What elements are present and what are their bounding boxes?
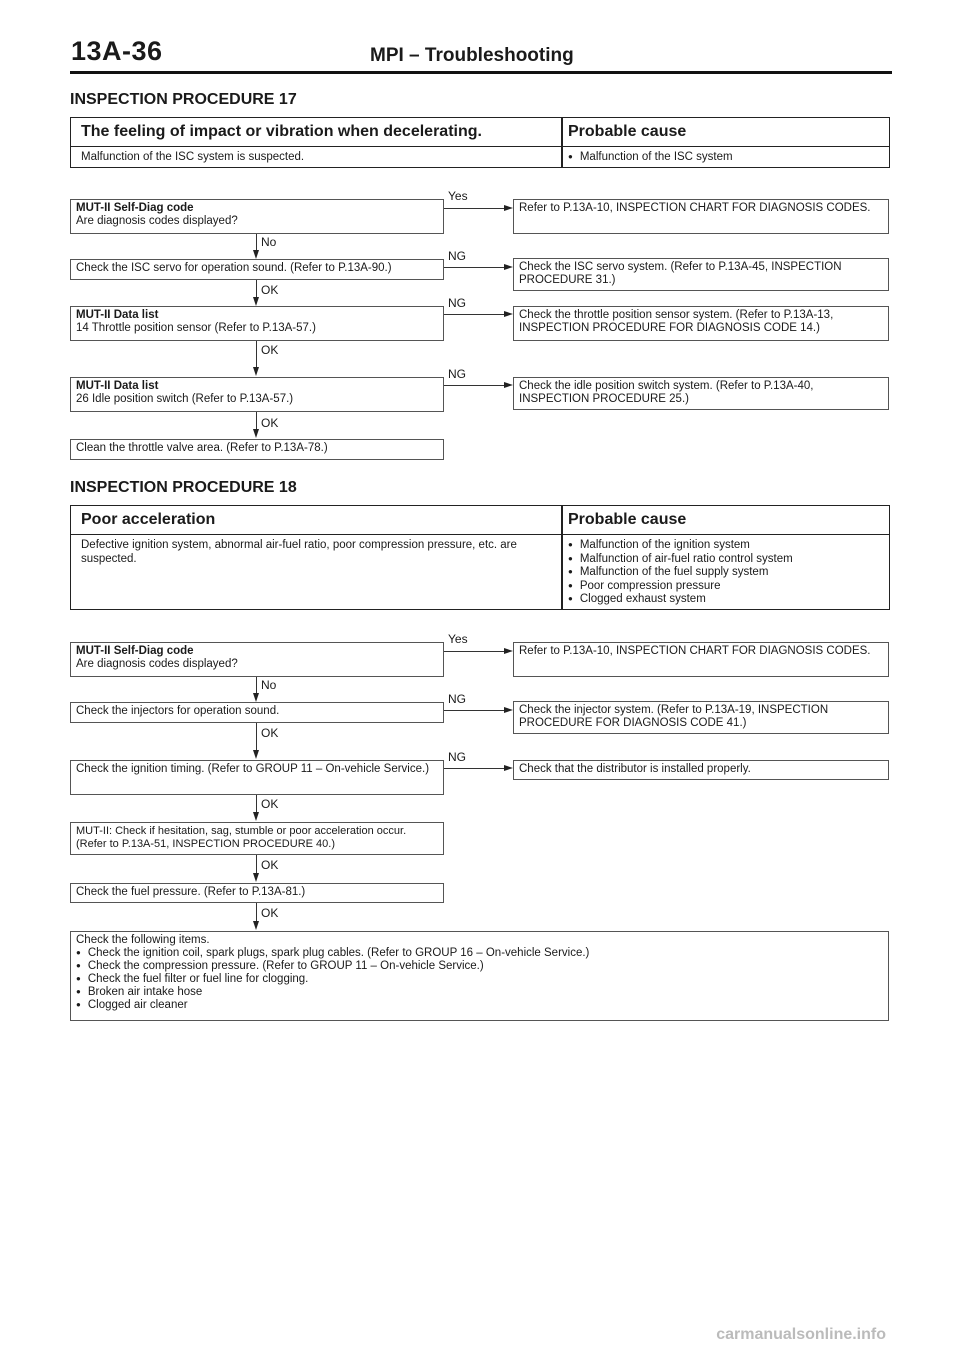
final-intro: Check the following items. (76, 934, 210, 946)
down-arrow-icon (253, 750, 259, 759)
p17-result-isc-servo: Check the ISC servo system. (Refer to P.13A-45, INSPECTION PROCEDURE 31.) (513, 258, 889, 291)
step-text: 14 Throttle position sensor (Refer to P.13A-57.) (76, 322, 316, 334)
down-arrow-icon (253, 873, 259, 882)
final-check-item: ● Clogged air cleaner (76, 999, 883, 1012)
down-arrow-icon (253, 429, 259, 438)
p17-step-isc-servo: Check the ISC servo for operation sound. (Refer to P.13A-90.) (70, 259, 444, 280)
p18-step-ignition-timing: Check the ignition timing. (Refer to GROUP 11 – On-vehicle Service.) (70, 760, 444, 795)
symptom-description: Malfunction of the ISC system is suspected. (81, 151, 305, 163)
flow-connector (256, 412, 257, 429)
cause-list (568, 151, 733, 165)
probable-cause-heading: Probable cause (568, 123, 687, 140)
flow-connector (256, 795, 257, 812)
cause-item: ● Poor compression pressure (568, 580, 793, 594)
branch-connector (444, 385, 504, 386)
cause-item: ● Malfunction of the fuel supply system (568, 566, 793, 580)
branch-label: NG (448, 367, 466, 381)
next-label: No (261, 678, 277, 692)
flow-connector (256, 677, 257, 693)
step-title: MUT-II Self-Diag code (76, 645, 194, 657)
flow-connector (256, 280, 257, 297)
p17-step-throttle-sensor (70, 306, 444, 341)
cause-item: ● Malfunction of air-fuel ratio control system (568, 553, 793, 567)
step-text: Are diagnosis codes displayed? (76, 658, 238, 670)
flow-connector (256, 341, 257, 367)
next-label: OK (261, 797, 279, 811)
flow-connector (256, 234, 257, 250)
down-arrow-icon (253, 367, 259, 376)
final-check-item: ● Check the compression pressure. (Refer to GROUP 11 – On-vehicle Service.) (76, 960, 883, 973)
right-arrow-icon (504, 382, 513, 388)
step-title: MUT-II Data list (76, 380, 159, 392)
summary-header-row (71, 506, 889, 535)
down-arrow-icon (253, 693, 259, 702)
next-label: OK (261, 343, 279, 357)
next-label: OK (261, 906, 279, 920)
branch-label: NG (448, 692, 466, 706)
right-arrow-icon (504, 648, 513, 654)
next-label: OK (261, 283, 279, 297)
down-arrow-icon (253, 250, 259, 259)
cause-item: ● Malfunction of the ignition system (568, 539, 793, 553)
p17-step-idle-switch (70, 377, 444, 412)
step-title: MUT-II Data list (76, 309, 159, 321)
right-arrow-icon (504, 311, 513, 317)
symptom-description: Defective ignition system, abnormal air-fuel ratio, poor compression pressure, etc. are suspected. (81, 539, 517, 565)
branch-connector (444, 651, 504, 652)
p17-step-clean-throttle: Clean the throttle valve area. (Refer to P.13A-78.) (70, 439, 444, 460)
branch-label: NG (448, 750, 466, 764)
step-title: MUT-II Self-Diag code (76, 202, 194, 214)
step-text: 26 Idle position switch (Refer to P.13A-57.) (76, 393, 294, 405)
procedure-18-heading: INSPECTION PROCEDURE 18 (70, 479, 297, 496)
branch-connector (444, 314, 504, 315)
right-arrow-icon (504, 707, 513, 713)
branch-label: NG (448, 296, 466, 310)
procedure-17-heading: INSPECTION PROCEDURE 17 (70, 91, 297, 108)
right-arrow-icon (504, 264, 513, 270)
flow-connector (256, 855, 257, 873)
final-check-item: ● Check the fuel filter or fuel line for clogging. (76, 973, 883, 986)
step-text: Are diagnosis codes displayed? (76, 215, 238, 227)
p17-result-throttle-sensor: Check the throttle position sensor system. (Refer to P.13A-13, INSPECTION PROCEDURE FOR DIAGNOSIS CODE 14.) (513, 306, 889, 341)
branch-connector (444, 710, 504, 711)
column-divider (561, 506, 563, 609)
branch-label: NG (448, 249, 466, 263)
watermark: carmanualsonline.info (716, 1326, 886, 1343)
p18-step-injectors: Check the injectors for operation sound. (70, 702, 444, 723)
next-label: OK (261, 726, 279, 740)
next-label: OK (261, 416, 279, 430)
p17-step-self-diag (70, 199, 444, 234)
column-divider (561, 118, 563, 167)
flow-connector (256, 723, 257, 750)
p18-result-injectors: Check the injector system. (Refer to P.13A-19, INSPECTION PROCEDURE FOR DIAGNOSIS CODE 41.) (513, 701, 889, 734)
p18-step-self-diag (70, 642, 444, 677)
down-arrow-icon (253, 297, 259, 306)
branch-label: Yes (448, 189, 468, 203)
branch-connector (444, 208, 504, 209)
down-arrow-icon (253, 921, 259, 930)
p18-result-diagnosis-chart: Refer to P.13A-10, INSPECTION CHART FOR DIAGNOSIS CODES. (513, 642, 889, 677)
p18-final-check-items (70, 931, 889, 1021)
right-arrow-icon (504, 205, 513, 211)
cause-item: ● Clogged exhaust system (568, 593, 793, 607)
symptom-heading: The feeling of impact or vibration when decelerating. (81, 123, 482, 140)
p18-step-fuel-pressure: Check the fuel pressure. (Refer to P.13A-81.) (70, 883, 444, 903)
branch-connector (444, 267, 504, 268)
next-label: OK (261, 858, 279, 872)
p17-result-diagnosis-chart: Refer to P.13A-10, INSPECTION CHART FOR DIAGNOSIS CODES. (513, 199, 889, 234)
right-arrow-icon (504, 765, 513, 771)
down-arrow-icon (253, 812, 259, 821)
symptom-heading: Poor acceleration (81, 511, 216, 528)
next-label: No (261, 235, 277, 249)
p18-step-mut-check: MUT-II: Check if hesitation, sag, stumble or poor acceleration occur. (Refer to P.13A-51, INSPECTION PROCEDURE 40.) (70, 822, 444, 855)
p18-result-distributor: Check that the distributor is installed properly. (513, 760, 889, 780)
summary-header-row (71, 118, 889, 147)
header-rule (70, 71, 892, 74)
cause-list (568, 539, 793, 607)
branch-label: Yes (448, 632, 468, 646)
procedure-17-summary-table (70, 117, 890, 168)
probable-cause-heading: Probable cause (568, 511, 687, 528)
cause-item: ● Malfunction of the ISC system (568, 151, 733, 165)
branch-connector (444, 768, 504, 769)
procedure-18-summary-table (70, 505, 890, 610)
final-check-item: ● Check the ignition coil, spark plugs, spark plug cables. (Refer to GROUP 16 – On-vehicle Service.) (76, 947, 883, 960)
page-number: 13A-36 (71, 36, 163, 66)
final-check-item: ● Broken air intake hose (76, 986, 883, 999)
p17-result-idle-switch: Check the idle position switch system. (Refer to P.13A-40, INSPECTION PROCEDURE 25.) (513, 377, 889, 410)
page-title: MPI – Troubleshooting (370, 45, 574, 66)
flow-connector (256, 903, 257, 921)
